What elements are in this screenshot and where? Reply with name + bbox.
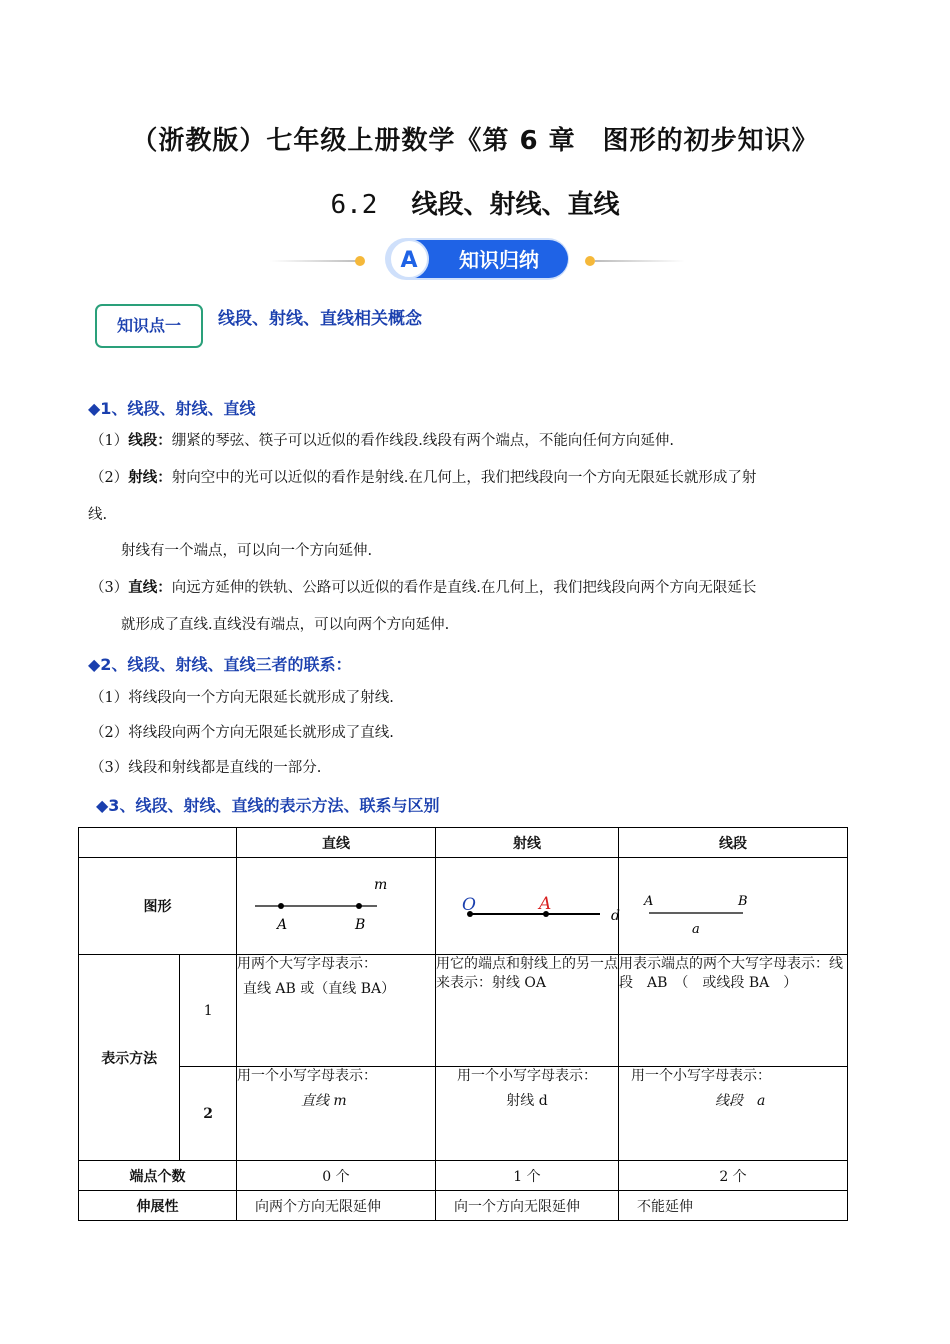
header-line: 直线 <box>236 828 435 858</box>
ray-method-2 <box>435 1067 618 1161</box>
banner-label: 知识归纳 <box>459 248 539 272</box>
table-row-method-2 <box>79 1067 848 1161</box>
extension-label: 伸展性 <box>79 1191 237 1221</box>
section-banner <box>270 234 685 284</box>
knowledge-point-tag: 知识点一 <box>95 304 203 348</box>
knowledge-point-title: 线段、射线、直线相关概念 <box>218 309 422 329</box>
endpoints-segment: 2 个 <box>618 1161 847 1191</box>
label-a: A <box>276 917 288 933</box>
label-d: d <box>610 908 620 924</box>
table-row-extension <box>79 1191 848 1221</box>
line-method-1-example: 直线 AB 或（直线 BA） <box>242 981 396 997</box>
label-a-small: a <box>691 922 700 937</box>
para-text: 绷紧的琴弦、筷子可以近似的看作线段.线段有两个端点，不能向任何方向延伸. <box>171 433 674 449</box>
term-segment: 线段： <box>128 433 172 449</box>
comparison-table <box>78 827 848 1221</box>
segment-method-1: 用表示端点的两个大写字母表示：线段 AB （ 或线段 BA ） <box>618 955 847 1067</box>
segment-method-2-desc: 用一个小写字母表示： <box>630 1068 771 1084</box>
ray-figure <box>436 858 618 950</box>
segment-method-2 <box>618 1067 847 1161</box>
segment-method-2-example: 线段 a <box>714 1093 766 1109</box>
method-label: 表示方法 <box>79 955 180 1161</box>
label-o: O <box>461 895 476 915</box>
term-line: 直线： <box>128 580 172 596</box>
para-text: 向远方延伸的铁轨、公路可以近似的看作是直线.在几何上，我们把线段向两个方向无限延长 <box>171 580 757 596</box>
s1-heading: ◆1、线段、射线、直线 <box>88 399 256 418</box>
endpoints-line: 0 个 <box>236 1161 435 1191</box>
extension-segment: 不能延伸 <box>618 1191 847 1221</box>
extension-line: 向两个方向无限延伸 <box>236 1191 435 1221</box>
para-prefix: （1） <box>90 433 129 449</box>
para-prefix: （2） <box>90 470 129 486</box>
label-a: A <box>643 894 654 909</box>
endpoints-ray: 1 个 <box>435 1161 618 1191</box>
line-method-2-example: 直线 m <box>300 1093 347 1109</box>
s1-para-3-cont: 就形成了直线.直线没有端点，可以向两个方向延伸. <box>121 617 450 633</box>
figure-ray-cell <box>435 858 618 955</box>
header-ray: 射线 <box>435 828 618 858</box>
header-segment: 线段 <box>618 828 847 858</box>
s1-para-1 <box>90 431 870 451</box>
line-method-2-desc: 用一个小写字母表示： <box>236 1068 377 1084</box>
ray-method-2-example: 射线 d <box>506 1093 548 1109</box>
point-a <box>278 903 284 909</box>
s1-para-2-extra: 射线有一个端点，可以向一个方向延伸. <box>121 543 373 559</box>
table-row-endpoints <box>79 1161 848 1191</box>
ray-method-1: 用它的端点和射线上的另一点来表示：射线 OA <box>435 955 618 1067</box>
s2-item: （1）将线段向一个方向无限延长就形成了射线. <box>90 690 394 706</box>
s1-para-2-cont: 线. <box>88 507 108 523</box>
banner-letter: A <box>400 248 418 273</box>
s1-para-2 <box>90 468 870 488</box>
segment-figure <box>619 858 847 950</box>
line-method-1 <box>236 955 435 1067</box>
document-title: （浙教版）七年级上册数学《第 6 章 图形的初步知识》 <box>131 126 819 156</box>
line-method-2 <box>236 1067 435 1161</box>
label-b: B <box>354 917 366 933</box>
term-ray: 射线： <box>128 470 172 486</box>
method-number: 2 <box>180 1067 237 1161</box>
para-prefix: （3） <box>90 580 129 596</box>
ray-method-2-desc: 用一个小写字母表示： <box>456 1068 597 1084</box>
figure-label: 图形 <box>79 858 237 955</box>
s2-item: （3）线段和射线都是直线的一部分. <box>90 760 322 776</box>
extension-ray: 向一个方向无限延伸 <box>435 1191 618 1221</box>
s2-item: （2）将线段向两个方向无限延长就形成了直线. <box>90 725 394 741</box>
section-title: 线段、射线、直线 <box>411 190 620 220</box>
section-heading <box>0 184 950 221</box>
endpoints-label: 端点个数 <box>79 1161 237 1191</box>
table-row-method-1 <box>79 955 848 1067</box>
section-number: 6.2 <box>330 190 378 220</box>
label-a: A <box>538 894 552 914</box>
table-corner <box>79 828 237 858</box>
table-header-row <box>79 828 848 858</box>
s1-para-3 <box>90 578 870 598</box>
table-row-figure <box>79 858 848 955</box>
label-b: B <box>737 894 748 909</box>
para-text: 射向空中的光可以近似的看作是射线.在几何上，我们把线段向一个方向无限延长就形成了射 <box>171 470 757 486</box>
figure-segment-cell <box>618 858 847 955</box>
s3-heading: ◆3、线段、射线、直线的表示方法、联系与区别 <box>96 796 440 815</box>
line-method-1-desc: 用两个大写字母表示： <box>236 956 377 972</box>
s2-heading: ◆2、线段、射线、直线三者的联系： <box>88 655 352 674</box>
point-b <box>356 903 362 909</box>
line-figure <box>237 858 435 950</box>
label-m: m <box>373 877 388 893</box>
figure-line-cell <box>236 858 435 955</box>
method-number: 1 <box>180 955 237 1067</box>
